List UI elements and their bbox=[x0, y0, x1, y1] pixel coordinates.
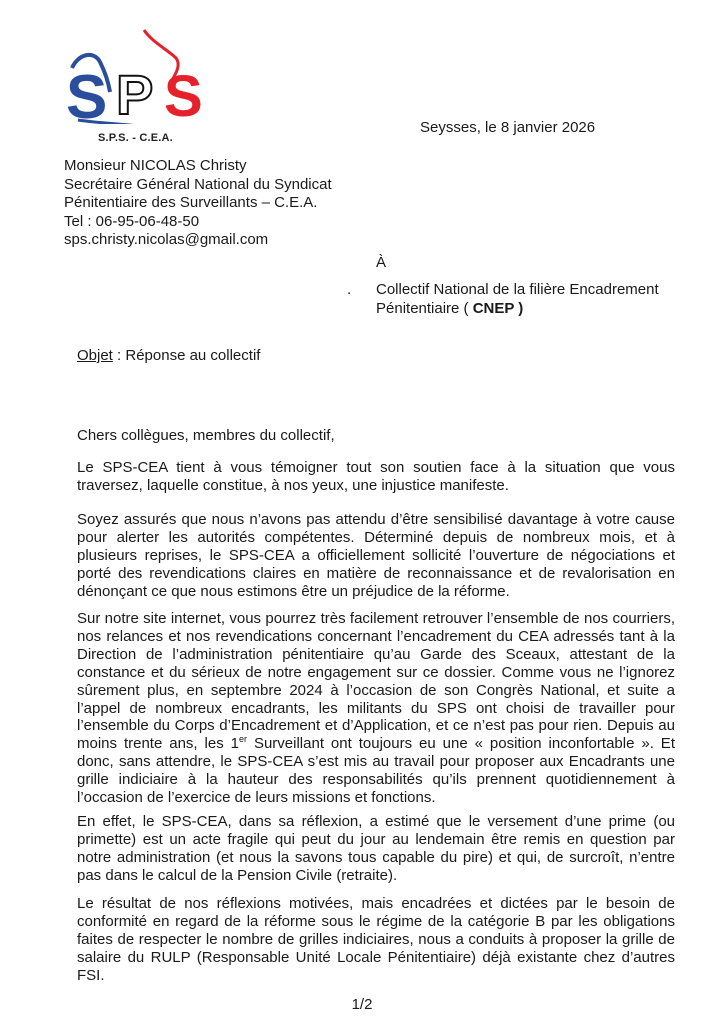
subject-line bbox=[77, 347, 260, 364]
subject-label: Objet bbox=[77, 347, 113, 364]
logo-letter-s-blue: S bbox=[66, 63, 108, 124]
body-paragraph-2: Soyez assurés que nous n’avons pas attendu d’être sensibilisé davantage à votre cause pour alerter les autorités compétentes. Déterminé depuis de nombreux mois, et à plusieurs reprises, le SPS-CEA a officiellement sollicité l’ouverture de négociations et porté des revendications claires en matière de reconnaissance et de revalorisation en dénonçant ce que nous estimons être un préjudice de la réforme. bbox=[77, 511, 675, 600]
recipient-line-2 bbox=[376, 300, 659, 319]
page-number: 1/2 bbox=[351, 996, 373, 1013]
sender-name: Monsieur NICOLAS Christy bbox=[64, 157, 247, 174]
ordinal-superscript: er bbox=[239, 734, 248, 745]
recipient-acronym: CNEP ) bbox=[472, 299, 524, 317]
logo-caption: S.P.S. - C.E.A. bbox=[98, 132, 173, 144]
body-paragraph-4: En effet, le SPS-CEA, dans sa réflexion, a estimé que le versement d’une prime (ou primette) est un acte fragile qui peut du jour au lendemain être remis en question par notre administration (et nous la savons tous capable du pire) et qui, de surcroît, n’entre pas dans le calcul de la Pension Civile (retraite). bbox=[77, 813, 675, 884]
recipient-to-mark: À bbox=[376, 254, 387, 271]
date-line: Seysses, le 8 janvier 2026 bbox=[420, 119, 596, 136]
body-paragraph-3 bbox=[77, 610, 675, 807]
sps-logo-graphic bbox=[64, 28, 214, 124]
sender-block bbox=[64, 157, 332, 250]
sender-title-line-2: Pénitentiaire des Surveillants – C.E.A. bbox=[64, 194, 318, 211]
recipient-bullet: . bbox=[347, 281, 352, 298]
subject-text: : Réponse au collectif bbox=[112, 347, 261, 364]
body-paragraph-5: Le résultat de nos réflexions motivées, mais encadrées et dictées par le besoin de conformité en regard de la réforme sous le régime de la catégorie B par les obligations faites de respecter le nombre de grilles indiciaires, nous a conduits à proposer la grille de salaire du RULP (Responsable Unité Locale Pénitentiaire) déjà existante chez d’autres FSI. bbox=[77, 895, 675, 984]
greeting: Chers collègues, membres du collectif, bbox=[77, 427, 335, 444]
body-paragraph-1: Le SPS-CEA tient à vous témoigner tout son soutien face à la situation que vous traversez, laquelle constitue, à nos yeux, une injustice manifeste. bbox=[77, 459, 675, 494]
recipient-line-1: Collectif National de la filière Encadrement bbox=[376, 281, 659, 298]
logo-letter-p: P bbox=[116, 63, 154, 124]
recipient-block bbox=[376, 281, 659, 318]
sender-email: sps.christy.nicolas@gmail.com bbox=[64, 231, 269, 248]
body-paragraph-3-part-2: Surveillant ont toujours eu une « position inconfortable ». Et donc, sans attendre, le SPS-CEA s’est mis au travail pour proposer aux Encadrants une grille indiciaire à la hauteur des responsabilités qu’ils prennent quotidiennement à l’occasion de l’exercice de leurs missions et fonctions. bbox=[77, 735, 675, 807]
logo-letter-s-red: S bbox=[164, 64, 203, 124]
recipient-line-2-text: Pénitentiaire ( bbox=[376, 299, 473, 317]
sps-logo bbox=[64, 28, 214, 124]
sender-title-line-1: Secrétaire Général National du Syndicat bbox=[64, 175, 332, 193]
body-paragraph-3-part-1: Sur notre site internet, vous pourrez très facilement retrouver l’ensemble de nos courriers, nos relances et nos revendications concernant l’encadrement du CEA adressés tant à la Direction de l’administration pénitentiaire qu’au Garde des Sceaux, attestant de la constance et du sérieux de notre engagement sur ce dossier. Comme vous ne l’ignorez sûrement plus, en septembre 2024 à l’occasion de son Congrès National, et suite a l’appel de nombreux encadrants, les militants du SPS ont choisi de travailler pour l’ensemble du Corps d’Encadrement et d’Application, et ce n’est pas pour rien. Depuis au moins trente ans, les 1 bbox=[77, 610, 675, 753]
sender-phone: Tel : 06-95-06-48-50 bbox=[64, 212, 200, 230]
